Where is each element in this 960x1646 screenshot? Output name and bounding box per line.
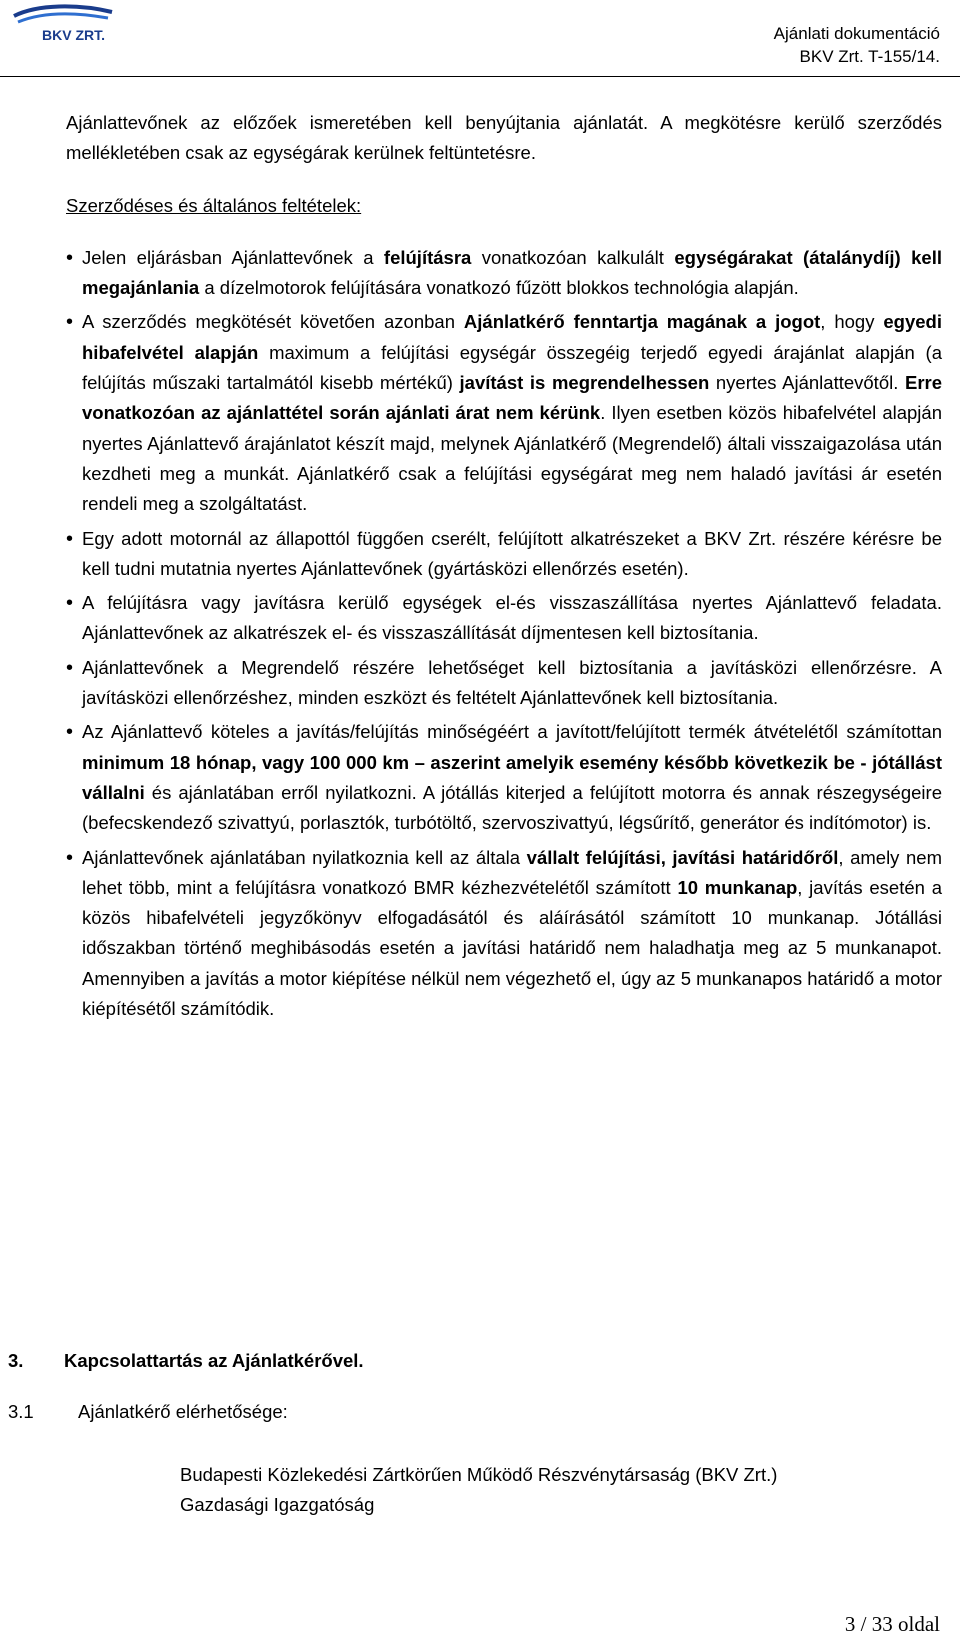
bold-text: Erre vonatkozóan az ajánlattétel során ajánlati árat nem kérünk bbox=[82, 372, 943, 424]
list-item bbox=[66, 653, 942, 714]
list-item bbox=[66, 307, 942, 519]
text-segment: A felújításra vagy javításra kerülő egységek el-és visszaszállítása nyertes Ajánlattevő feladata. Ajánlattevőnek az alkatrészek el- és visszaszállítását díjmentesen kell biztosítania. bbox=[82, 592, 942, 644]
bold-text: Ajánlatkérő fenntartja magának a jogot bbox=[463, 311, 821, 333]
text-segment: és ajánlatában erről nyilatkozni. A jótállás kiterjed a felújított motorra és annak részegységeire (befecskendező szivattyú, porlasztók, turbótöltő, szervoszivattyú, légsűrítő, generátor és indítómotor) is. bbox=[82, 781, 942, 834]
subsection-heading-text: Ajánlatkérő elérhetősége: bbox=[78, 1401, 288, 1422]
text-segment: A szerződés megkötését követően azonban bbox=[82, 311, 464, 333]
logo-text: BKV ZRT. bbox=[42, 27, 105, 43]
bold-text: 10 munkanap bbox=[677, 876, 798, 898]
list-item bbox=[66, 243, 942, 304]
text-segment: . Ilyen esetben közös hibafelvétel alapján nyertes Ajánlattevő árajánlatot készít majd, melynek Ajánlatkérő (Megrendelő) általi visszaigazolása után kezdheti meg a munkát. Ajánlatkérő csak a felújítási egységárat meg nem haladó javítási ár esetén rendeli meg a szolgáltatást. bbox=[82, 402, 942, 515]
text-segment: Ajánlattevőnek ajánlatában nyilatkoznia kell az általa bbox=[82, 846, 527, 868]
list-item bbox=[66, 524, 942, 585]
text-segment: a dízelmotorok felújítására vonatkozó fűzött blokkos technológia alapján. bbox=[199, 277, 799, 299]
bold-text: egységárakat (átalánydíj) kell megajánlania bbox=[82, 246, 942, 299]
contact-address bbox=[180, 1460, 777, 1520]
text-segment: , javítás esetén a közös hibafelvételi jegyzőkönyv elfogadásától és aláírásától számított 10 munkanap. Jótállási időszakban történő meghibásodás esetén a javítási határidő nem haladhatja meg az 5 munkanapot. Amennyiben a javítás a motor kiépítése nélkül nem végezhető el, úgy az 5 munkanapos határidő a motor kiépítésétől számítódik. bbox=[82, 876, 942, 1020]
conditions-list bbox=[66, 243, 942, 1024]
text-segment: Egy adott motornál az állapottól függően cserélt, felújított alkatrészeket a BKV Zrt. részére kérésre be kell tudni mutatnia nyertes Ajánlattevőnek (gyártásközi ellenőrzés esetén). bbox=[82, 527, 942, 579]
list-item bbox=[66, 717, 942, 838]
text-segment: , hogy bbox=[820, 311, 884, 333]
subsection-number: 3.1 bbox=[8, 1401, 34, 1422]
page-number: 3 / 33 oldal bbox=[844, 1612, 940, 1636]
section-heading-text: Kapcsolattartás az Ajánlatkérővel. bbox=[64, 1350, 364, 1371]
bold-text: felújításra bbox=[383, 246, 472, 268]
address-line-1: Budapesti Közlekedési Zártkörűen Működő Részvénytársaság (BKV Zrt.) bbox=[180, 1464, 778, 1485]
doc-title: Ajánlati dokumentáció bbox=[773, 24, 940, 43]
address-line-2: Gazdasági Igazgatóság bbox=[180, 1494, 375, 1515]
doc-ref: BKV Zrt. T-155/14. bbox=[799, 47, 940, 66]
text-segment: vonatkozóan kalkulált bbox=[471, 246, 675, 268]
section-3-1-heading bbox=[8, 1401, 288, 1423]
bold-text: javítást is megrendelhessen bbox=[459, 372, 710, 394]
header-divider bbox=[0, 76, 960, 77]
text-segment: nyertes Ajánlattevőtől. bbox=[709, 372, 905, 394]
bkv-logo bbox=[8, 2, 118, 46]
text-segment: maximum a felújítási egységár összegéig terjedő egyedi árajánlat alapján (a felújítás műszaki tartalmától kisebb mértékű) bbox=[82, 341, 942, 394]
section-title: Szerződéses és általános feltételek: bbox=[66, 194, 362, 216]
bold-text: vállalt felújítási, javítási határidőről bbox=[526, 846, 839, 868]
intro-paragraph: Ajánlattevőnek az előzőek ismeretében kell benyújtania ajánlatát. A megkötésre kerülő szerződés mellékletében csak az egységárak kerülnek feltüntetésre. bbox=[66, 112, 942, 164]
text-segment: Jelen eljárásban Ajánlattevőnek a bbox=[82, 246, 384, 268]
bold-text: minimum 18 hónap, vagy 100 000 km – aszerint amelyik esemény később következik be - jótállást vállalni bbox=[82, 751, 942, 803]
text-segment: , amely nem lehet több, mint a felújításra vonatkozó BMR kézhezvételétől számított bbox=[82, 846, 942, 898]
list-item bbox=[66, 588, 942, 649]
page-header bbox=[0, 0, 960, 80]
document-body bbox=[66, 108, 942, 1028]
header-info bbox=[774, 22, 940, 68]
text-segment: Az Ajánlattevő köteles a javítás/felújítás minőségéért a javított/felújított termék átvételétől számítottan bbox=[82, 721, 942, 743]
bold-text: egyedi hibafelvétel alapján bbox=[82, 311, 942, 363]
list-item bbox=[66, 843, 942, 1025]
section-3-heading bbox=[8, 1350, 364, 1372]
text-segment: Ajánlattevőnek a Megrendelő részére lehetőséget kell biztosítania a javításközi ellenőrzésre. A javításközi ellenőrzéshez, minden eszközt és feltételt Ajánlattevőnek kell biztosítania. bbox=[82, 656, 942, 709]
section-number: 3. bbox=[8, 1350, 24, 1371]
